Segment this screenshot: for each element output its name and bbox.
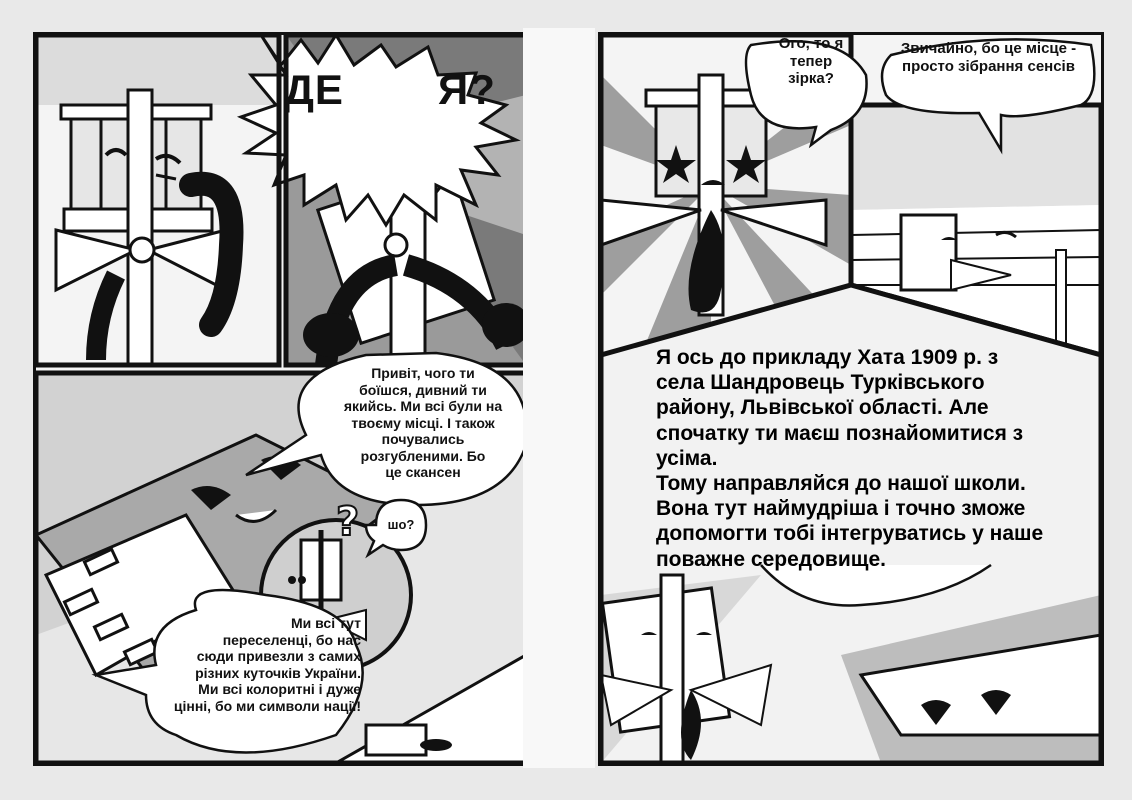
what-speech-text: шо? [387, 517, 415, 532]
page-gutter [523, 28, 595, 768]
shout-text-left: ДЕ [284, 66, 344, 113]
shout-text-right: Я? [438, 66, 496, 113]
settlers-speech-text: Ми всі тут переселенці, бо нас сюди привезли з самих різних куточків України. Ми всі колоритні і дуже цінні, бо ми символи нації! [173, 615, 361, 714]
left-comic-page [33, 32, 529, 766]
senses-speech-text: Звичайно, бо це місце - просто зібрання сенсів [900, 40, 1077, 75]
narration-text: Я ось до прикладу Хата 1909 р. з села Шандровець Турківського району, Львівської області. Але спочатку ти маєш познайомитися з усіма. Тому направляйся до нашої школи. Вона тут наймудріша і точно зможе допомогти тобі інтегруватись у наше поважне середовище. [656, 346, 1044, 571]
panel-1-scene [36, 35, 279, 365]
right-comic-page [598, 32, 1104, 766]
svg-text:?: ? [336, 499, 360, 545]
greeting-speech-text: Привіт, чого ти боїшся, дивний ти якийсь. Ми всі були на твоєму місці. І також почувались розгубленими. Бо це скансен [343, 365, 503, 481]
star-speech-text: Ого, то я тепер зірка? [778, 35, 844, 88]
